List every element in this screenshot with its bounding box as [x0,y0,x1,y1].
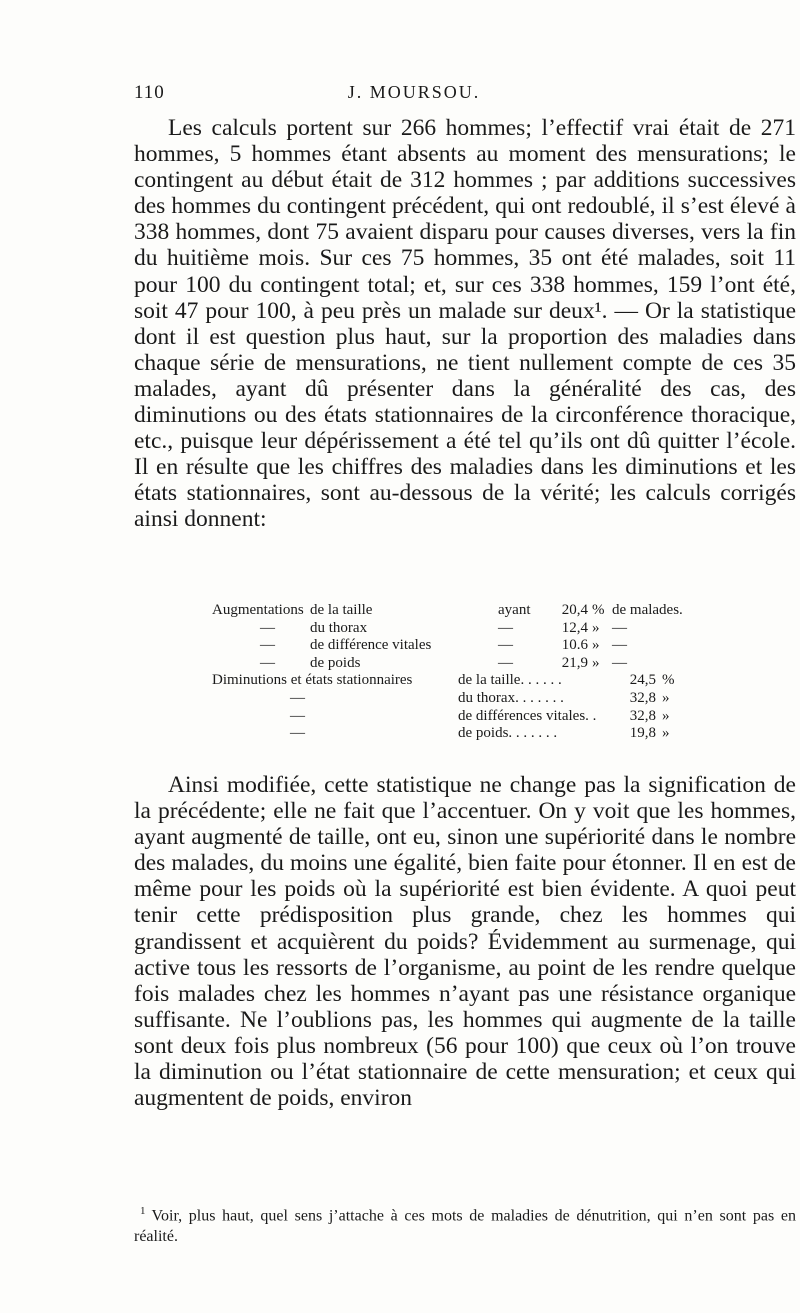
row-unit: » [592,637,600,654]
paragraph-ainsi-modifiee [134,772,796,1111]
row-measure: de poids. . . . . . . [458,725,558,742]
row-tail: — [612,637,627,654]
row-mid: ayant [498,602,531,618]
row-measure: du thorax [310,619,368,636]
row-measure: de poids [310,654,361,671]
row-measure: de différence vitales [310,637,432,654]
row-measure: de différences vitales. . [458,707,597,724]
row-value: 10.6 [561,637,588,654]
row-value: 19,8 [629,725,656,742]
stats-row [212,672,712,690]
row-measure: du thorax. . . . . . . [458,689,564,706]
row-measure: de la taille. . . . . . [458,672,562,689]
row-lead: Diminutions et états stationnaires [212,672,413,689]
row-unit: % [592,602,605,618]
stats-row [212,708,712,726]
row-measure: de la taille [310,602,373,618]
row-value: 24,5 [629,672,656,689]
row-lead: — [260,654,275,671]
paragraph-text: Ainsi modifiée, cette statistique ne change pas la signification de la précédente; elle ne fait que l’accentuer. On y voit que les hommes, ayant augmenté de taille, ont eu, sinon une supériorité dans le nombre des malades, du moins une égalité, bien faite pour étonner. Il en est de même pour les poids où la supériorité est bien évidente. A quoi peut tenir cette prédisposition plus grande, chez les hommes qui grandissent et acquièrent du poids? Évidemment au surmenage, qui active tous les ressorts de l’organisme, au point de les rendre quelque fois malades chez les hommes n’ayant pas une résistance organique suffisante. Ne l’oublions pas, les hommes qui augmente de la taille sont deux fois plus nombreux (56 pour 100) que ceux où l’on trouve la diminution ou l’état stationnaire de cette mensuration; et ceux qui augmentent de poids, environ [134,772,796,1112]
statistics-table [212,602,712,743]
row-mid: — [498,637,513,654]
stats-row [212,620,712,638]
row-tail: de malades. [612,602,683,618]
paragraph-text: Les calculs portent sur 266 hommes; l’effectif vrai était de 271 hommes, 5 hommes étant absents au moment des mensurations; le contingent au début était de 312 hommes ; par additions successives des hommes du contingent précédent, qui ont redoublé, il s’est élevé à 338 hommes, dont 75 avaient disparu pour causes diverses, vers la fin du huitième mois. Sur ces 75 hommes, 35 ont été malades, soit 11 pour 100 du contingent total; et, sur ces 338 hommes, 159 l’ont été, soit 47 pour 100, à peu près un malade sur deux¹. — Or la statistique dont il est question plus haut, sur la proportion des maladies dans chaque série de mensurations, ne tient nullement compte de ces 35 malades, ayant dû présenter dans la généralité des cas, des diminutions ou des états stationnaires de la circonférence thoracique, etc., puisque leur dépérissement a été tel qu’ils ont dû quitter l’école. Il en résulte que les chiffres des maladies dans les diminutions et les états stationnaires, sont au-dessous de la vérité; les calculs corrigés ainsi donnent: [134,115,796,533]
row-lead: — [260,637,275,654]
row-unit: » [662,707,670,724]
row-value: 32,8 [629,707,656,724]
row-unit: » [592,619,600,636]
row-mid: — [498,654,513,671]
stats-row [212,637,712,655]
footnote-text: Voir, plus haut, quel sens j’attache à ces mots de maladies de dénutrition, qui n’en sont pas en réalité. [134,1207,796,1246]
row-unit: % [662,672,675,689]
row-tail: — [612,619,627,636]
row-unit: » [592,654,600,671]
row-value: 32,8 [629,689,656,706]
row-lead: — [290,689,305,706]
row-lead: — [260,619,275,636]
row-value: 21,9 [561,654,588,671]
page-header [134,82,694,108]
footnote [134,1201,796,1247]
stats-row [212,655,712,673]
stats-row [212,690,712,708]
row-lead: — [290,707,305,724]
row-tail: — [612,654,627,671]
row-lead: Augmentations [212,602,304,618]
stats-row [212,602,712,620]
row-lead: — [290,725,305,742]
stats-row [212,725,712,743]
row-value: 20,4 [561,602,588,618]
row-mid: — [498,619,513,636]
footnote-mark: 1 [140,1205,146,1217]
page-number: 110 [134,82,165,103]
row-unit: » [662,725,670,742]
paragraph-calculs [134,115,796,533]
row-value: 12,4 [561,619,588,636]
row-unit: » [662,689,670,706]
running-head: J. MOURSOU. [347,82,481,102]
